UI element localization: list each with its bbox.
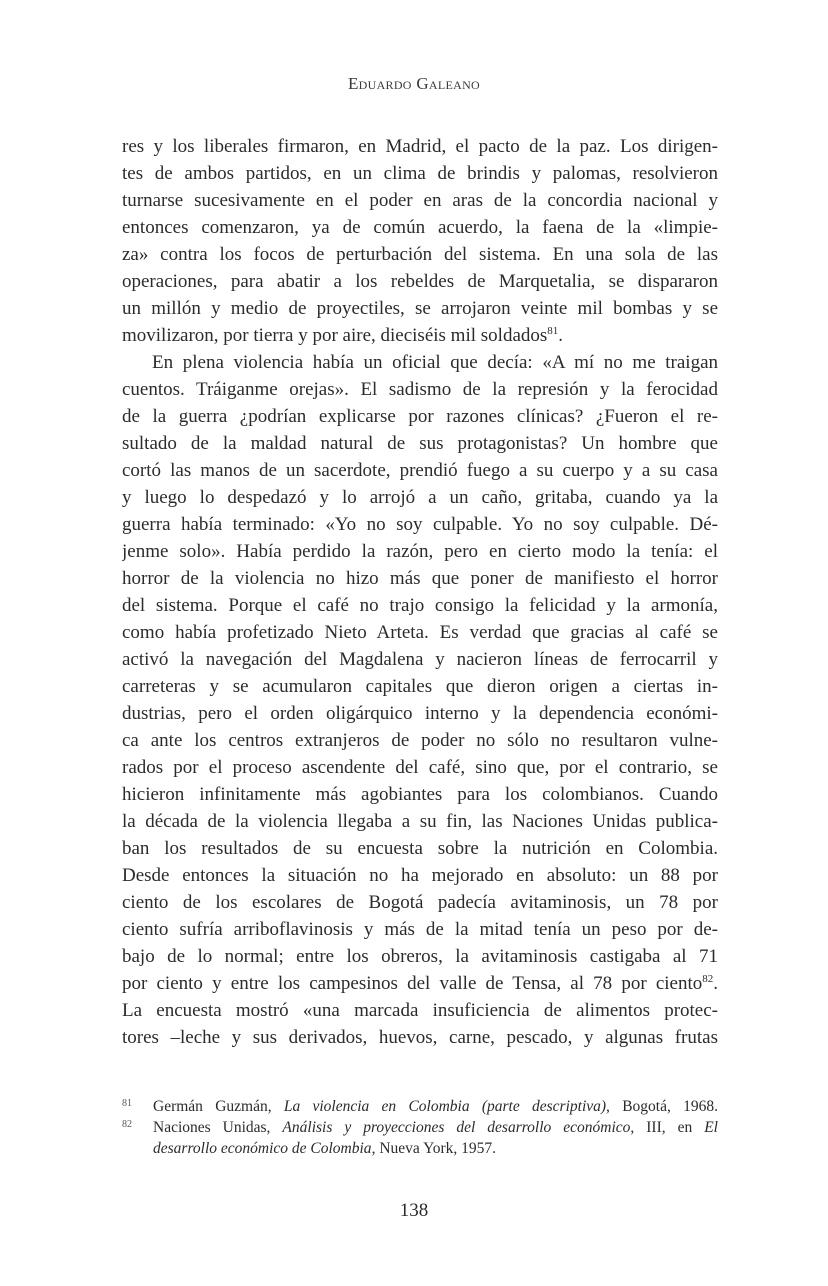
line-text: hicieron infinitamente más agobiantes para los colombianos. Cuando [122, 784, 718, 805]
line-text: turnarse sucesivamente en el poder en aras de la concordia nacional y [122, 190, 718, 211]
footnote-ref: 81 [547, 325, 559, 337]
line-text: carreteras y se acumularon capitales que dieron origen a ciertas in- [122, 676, 718, 697]
text-line [122, 268, 718, 295]
text-line [122, 646, 718, 673]
text-line [122, 241, 718, 268]
text-line [122, 187, 718, 214]
text-line [122, 916, 718, 943]
citation-title: El [704, 1119, 718, 1136]
line-text: La encuesta mostró «una marcada insuficiencia de alimentos protec- [122, 1000, 718, 1021]
line-text: movilizaron, por tierra y por aire, dieciséis mil soldados [122, 325, 548, 346]
text-line [122, 943, 718, 970]
line-text: ciento sufría arriboflavinosis y más de la mitad tenía un peso por de- [122, 919, 718, 940]
line-text: za» contra los focos de perturbación del sistema. En una sola de las [122, 244, 718, 265]
line-text: cortó las manos de un sacerdote, prendió fuego a su cuerpo y a su casa [122, 460, 718, 481]
citation-title: Análisis y proyecciones del desarrollo económico [282, 1119, 631, 1136]
footnote-text: , Bogotá, 1968. [606, 1098, 718, 1115]
text-line [122, 322, 718, 349]
text-line [122, 862, 718, 889]
text-line [122, 430, 718, 457]
line-text: jenme solo». Había perdido la razón, pero en cierto modo la tenía: el [122, 541, 718, 562]
footnote-text: , Nueva York, 1957. [371, 1140, 496, 1157]
line-text: operaciones, para abatir a los rebeldes de Marquetalia, se dispararon [122, 271, 718, 292]
text-line [122, 133, 718, 160]
text-line [122, 511, 718, 538]
text-line [122, 457, 718, 484]
text-line [122, 889, 718, 916]
text-line [122, 484, 718, 511]
footnote-line [153, 1138, 718, 1159]
line-text: horror de la violencia no hizo más que poner de manifiesto el horror [122, 568, 718, 589]
text-line [122, 538, 718, 565]
line-text: dustrias, pero el orden oligárquico interno y la dependencia económi- [122, 703, 718, 724]
citation-title: La violencia en Colombia (parte descriptiva) [283, 1098, 607, 1115]
line-text: ca ante los centros extranjeros de poder no sólo no resultaron vulne- [122, 730, 718, 751]
text-line [122, 997, 718, 1024]
line-text: tes de ambos partidos, en un clima de brindis y palomas, resolvieron [122, 163, 718, 184]
body-text [122, 133, 718, 1051]
text-line [122, 349, 718, 376]
footnote-text: Germán Guzmán, [153, 1098, 284, 1115]
citation-title: desarrollo económico de Colombia [153, 1140, 372, 1157]
line-text-after: . [558, 325, 564, 346]
text-line [122, 403, 718, 430]
line-text: bajo de lo normal; entre los obreros, la avitaminosis castigaba al 71 [122, 946, 718, 967]
footnote-text: , III, en [630, 1119, 705, 1136]
text-line [122, 592, 718, 619]
text-line [122, 727, 718, 754]
line-text: activó la navegación del Magdalena y nacieron líneas de ferrocarril y [122, 649, 718, 670]
text-line [122, 754, 718, 781]
text-line [122, 835, 718, 862]
line-text: y luego lo despedazó y lo arrojó a un caño, gritaba, cuando ya la [122, 487, 718, 508]
paragraph [122, 133, 718, 349]
text-line [122, 214, 718, 241]
text-line [122, 376, 718, 403]
running-head: Eduardo Galeano [347, 74, 481, 93]
line-text: rados por el proceso ascendente del café, sino que, por el contrario, se [122, 757, 718, 778]
text-line [122, 619, 718, 646]
text-line [122, 700, 718, 727]
line-text: ban los resultados de su encuesta sobre la nutrición en Colombia. [122, 838, 718, 859]
text-line [122, 781, 718, 808]
line-text: sultado de la maldad natural de sus protagonistas? Un hombre que [122, 433, 718, 454]
line-text: res y los liberales firmaron, en Madrid, el pacto de la paz. Los dirigen- [122, 136, 718, 157]
line-text: la década de la violencia llegaba a su fin, las Naciones Unidas publica- [122, 811, 718, 832]
paragraph [122, 349, 718, 1051]
line-text: del sistema. Porque el café no trajo consigo la felicidad y la armonía, [122, 595, 718, 616]
line-text: guerra había terminado: «Yo no soy culpable. Yo no soy culpable. Dé- [122, 514, 718, 535]
line-text: por ciento y entre los campesinos del valle de Tensa, al 78 por ciento [122, 973, 703, 994]
page-number: 138 [399, 1200, 429, 1221]
text-line [122, 565, 718, 592]
line-text: un millón y medio de proyectiles, se arrojaron veinte mil bombas y se [122, 298, 718, 319]
footnotes [122, 1096, 718, 1159]
footnote-number: 81 [122, 1098, 132, 1109]
line-text: como había profetizado Nieto Arteta. Es verdad que gracias al café se [122, 622, 718, 643]
text-line [122, 295, 718, 322]
footnote-line [153, 1117, 718, 1138]
text-line [122, 1024, 718, 1051]
line-text: ciento de los escolares de Bogotá padecía avitaminosis, un 78 por [122, 892, 718, 913]
text-line [122, 160, 718, 187]
footnote [122, 1117, 718, 1159]
line-text: En plena violencia había un oficial que decía: «A mí no me traigan [152, 352, 718, 373]
line-text-after: . [713, 973, 718, 994]
footnote-text: Naciones Unidas, [153, 1119, 283, 1136]
footnote-ref: 82 [702, 973, 714, 985]
line-text: cuentos. Tráiganme orejas». El sadismo de la represión y la ferocidad [122, 379, 718, 400]
footnote [122, 1096, 718, 1117]
line-text: Desde entonces la situación no ha mejorado en absoluto: un 88 por [122, 865, 718, 886]
footnote-number: 82 [122, 1119, 132, 1130]
text-line [122, 673, 718, 700]
text-line [122, 970, 718, 997]
line-text: entonces comenzaron, ya de común acuerdo, la faena de la «limpie- [122, 217, 718, 238]
text-line [122, 808, 718, 835]
footnote-line [153, 1096, 718, 1117]
line-text: tores –leche y sus derivados, huevos, carne, pescado, y algunas frutas [122, 1027, 718, 1048]
line-text: de la guerra ¿podrían explicarse por razones clínicas? ¿Fueron el re- [122, 406, 718, 427]
